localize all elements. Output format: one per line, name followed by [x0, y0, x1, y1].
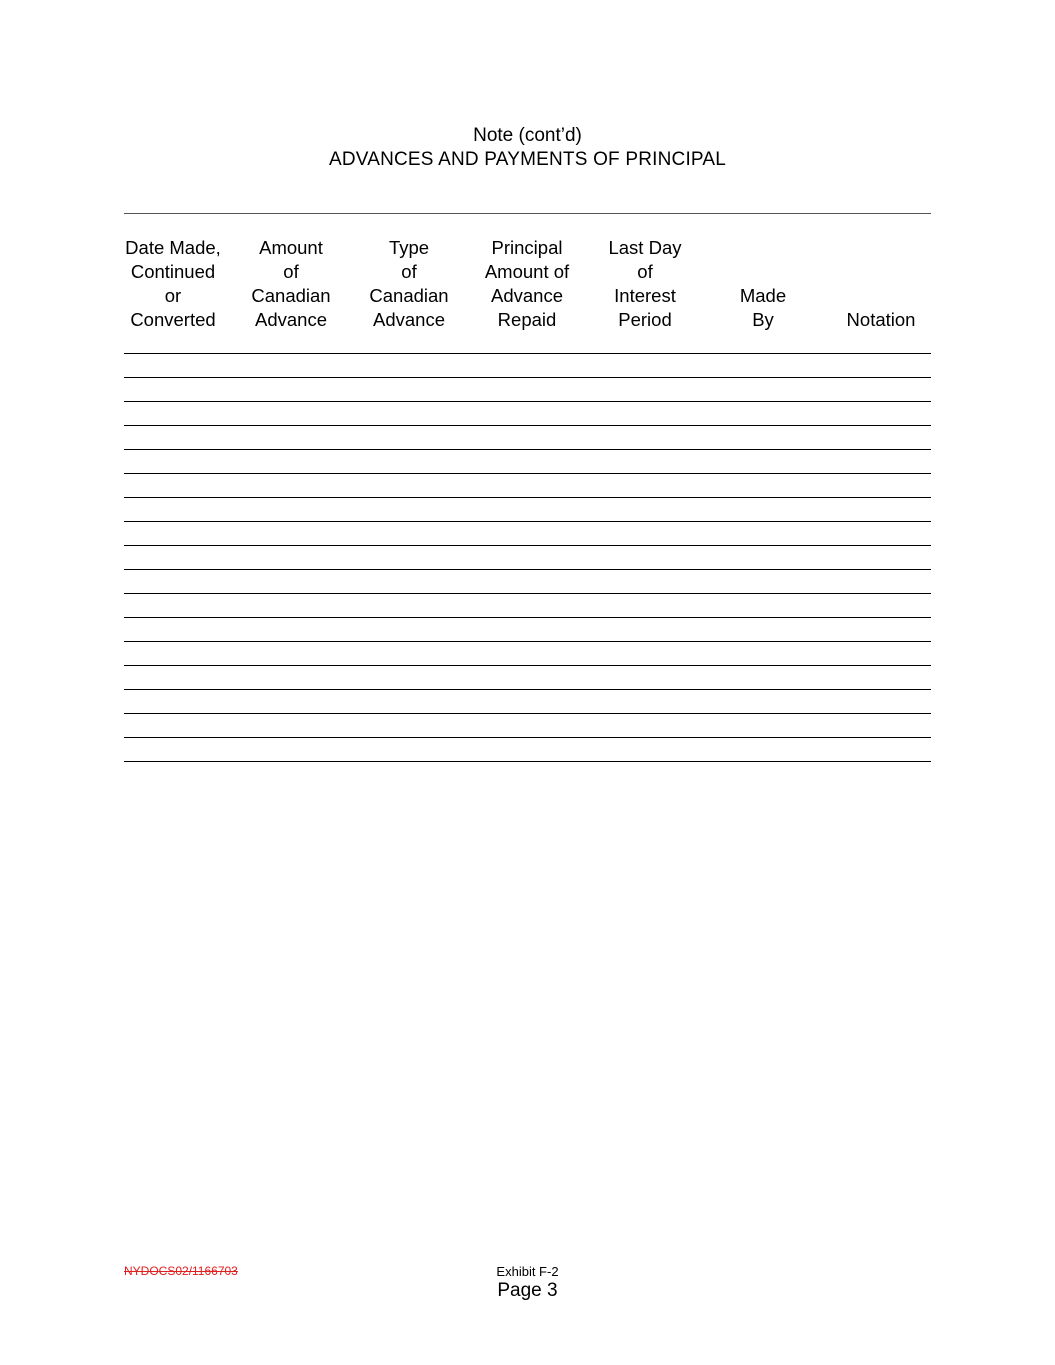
column-header-date-made — [114, 236, 232, 332]
table-row-line — [124, 449, 931, 450]
header-line: Advance — [255, 309, 327, 330]
title-block — [0, 124, 1055, 172]
table-row-line — [124, 641, 931, 642]
document-id: NYDOCS02/1166703 — [124, 1264, 238, 1278]
table-row-line — [124, 689, 931, 690]
page-number: Page 3 — [497, 1280, 558, 1301]
table-row-line — [124, 473, 931, 474]
header-line: Principal — [491, 237, 563, 258]
header-line: Advance — [491, 285, 563, 306]
column-header-principal-repaid — [468, 236, 586, 332]
column-header-type — [350, 236, 468, 332]
table-row-line — [124, 497, 931, 498]
table-row-line — [124, 353, 931, 354]
header-line: Amount — [259, 237, 323, 258]
header-line: Notation — [846, 309, 916, 330]
column-header-made-by — [704, 236, 822, 332]
header-line: By — [752, 309, 774, 330]
header-line: Canadian — [369, 285, 449, 306]
header-line: or — [164, 285, 182, 306]
table-row-line — [124, 761, 931, 762]
header-line: Period — [618, 309, 672, 330]
header-line: Converted — [130, 309, 216, 330]
header-line: Interest — [614, 285, 676, 306]
top-rule — [124, 213, 931, 214]
header-line: of — [283, 261, 299, 282]
page-title: Note (cont’d) — [473, 125, 582, 146]
exhibit-label: Exhibit F-2 — [496, 1264, 559, 1279]
header-line: Date Made, — [125, 237, 221, 258]
header-line: Advance — [373, 309, 445, 330]
header-line: Made — [739, 285, 787, 306]
header-line: Continued — [130, 261, 216, 282]
header-line: Type — [388, 237, 430, 258]
table-row-line — [124, 521, 931, 522]
table-row-line — [124, 377, 931, 378]
table-row-line — [124, 593, 931, 594]
page-subtitle: ADVANCES AND PAYMENTS OF PRINCIPAL — [328, 149, 727, 170]
header-line: Last Day — [608, 237, 682, 258]
table-header — [124, 236, 931, 332]
column-header-amount — [232, 236, 350, 332]
table-row-line — [124, 569, 931, 570]
table-row-line — [124, 401, 931, 402]
table-row-line — [124, 737, 931, 738]
table-row-line — [124, 545, 931, 546]
table-row-line — [124, 665, 931, 666]
header-line: Amount of — [484, 261, 570, 282]
column-header-last-day — [586, 236, 704, 332]
table-row-line — [124, 617, 931, 618]
header-line: of — [401, 261, 417, 282]
table-row-line — [124, 425, 931, 426]
table-row-line — [124, 713, 931, 714]
header-line: of — [637, 261, 653, 282]
column-header-notation — [822, 236, 940, 332]
header-line: Repaid — [497, 309, 557, 330]
header-line: Canadian — [251, 285, 331, 306]
